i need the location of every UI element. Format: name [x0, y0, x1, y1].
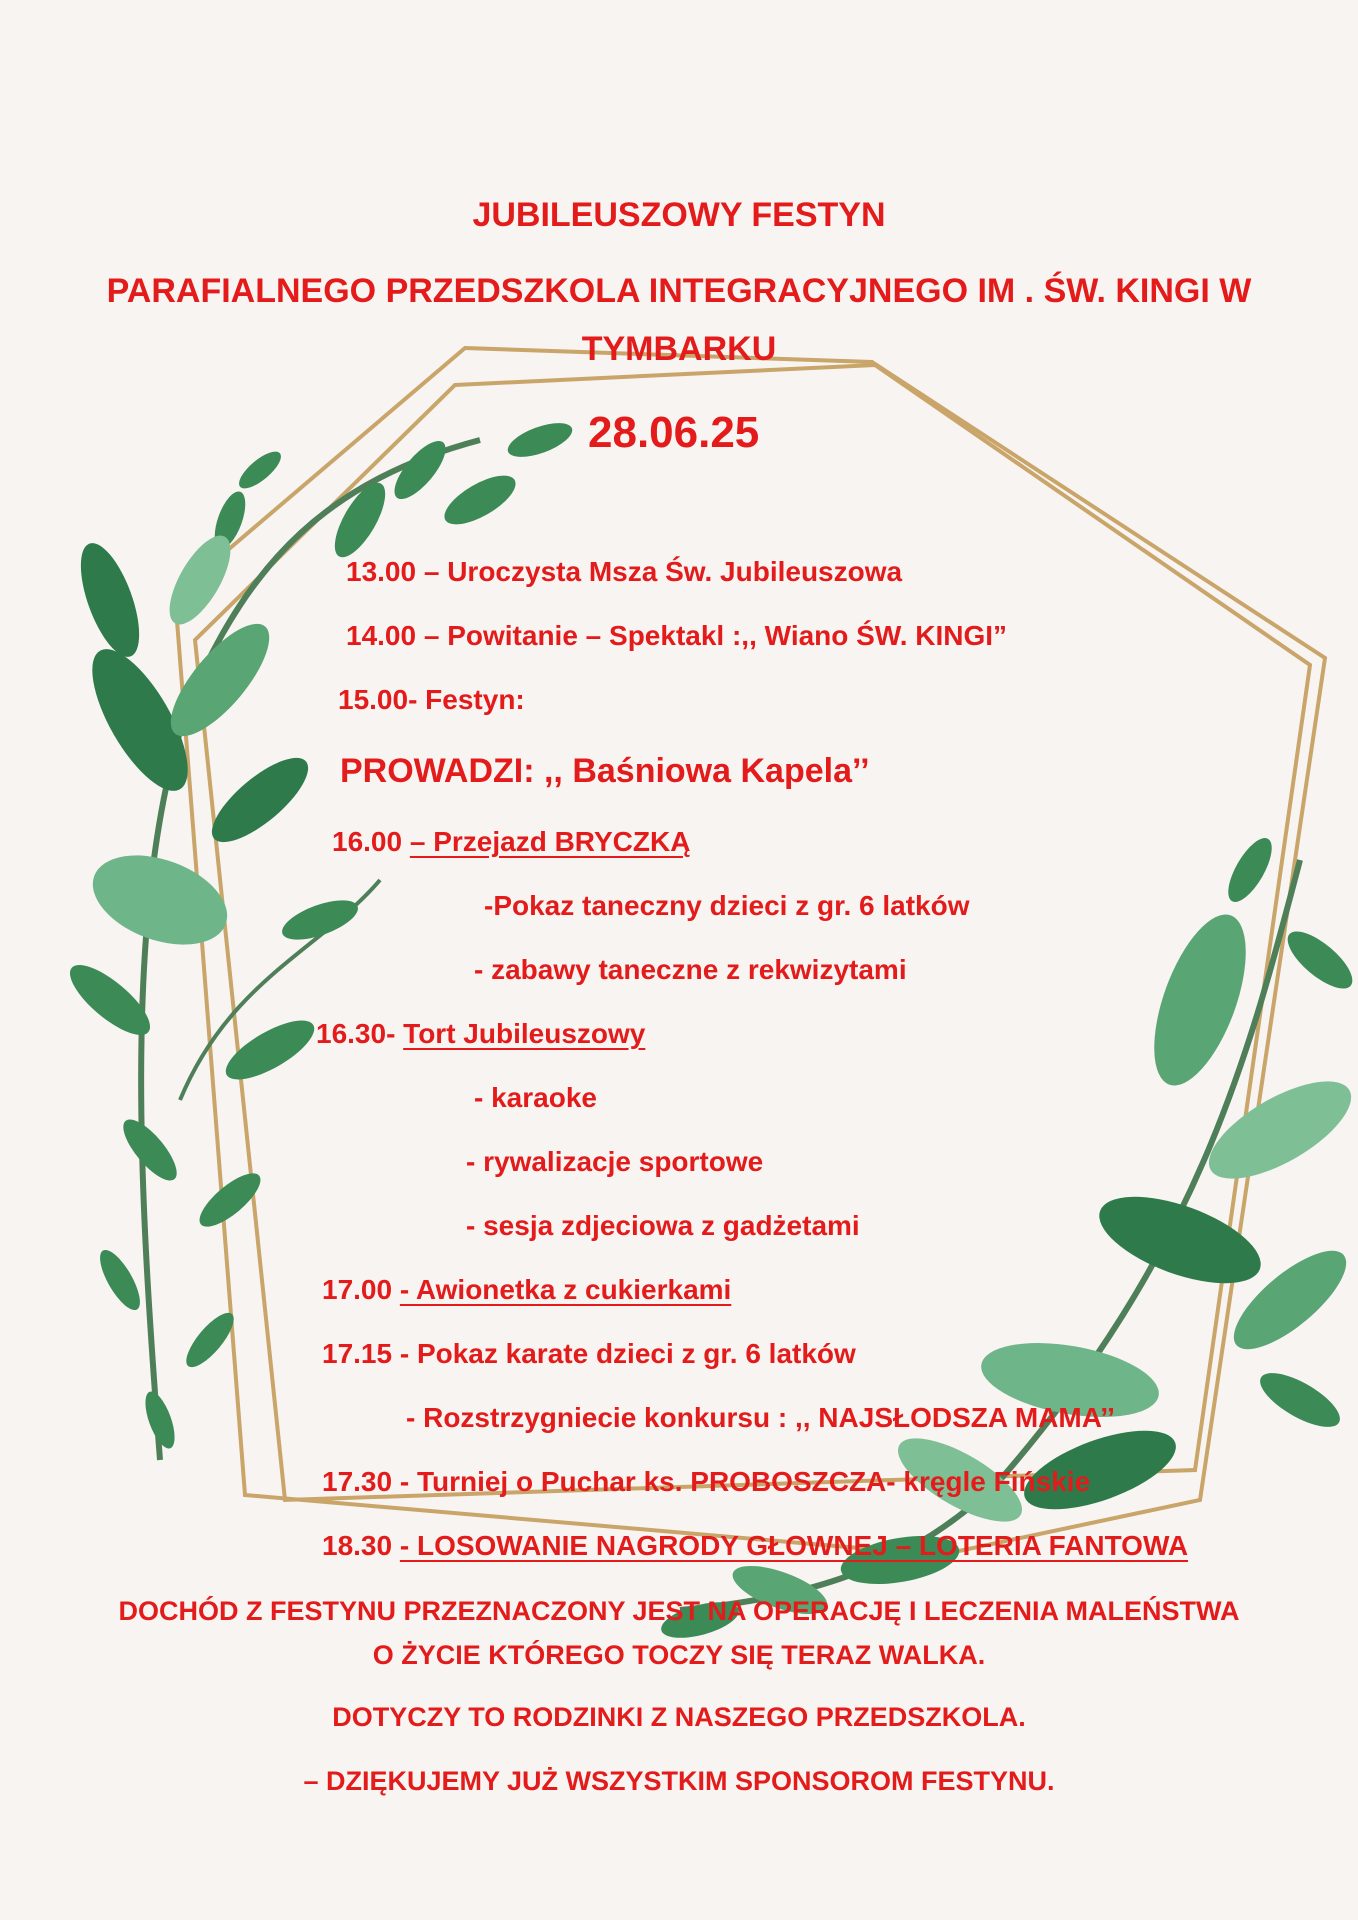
footer-line-3: DOTYCZY TO RODZINKI Z NASZEGO PRZEDSZKOLA.: [332, 1702, 1026, 1732]
program-text: – Uroczysta Msza Św. Jubileuszowa: [416, 556, 903, 587]
program-text: – Przejazd BRYCZKĄ: [409, 826, 691, 857]
program-item-8: [316, 1018, 645, 1050]
title-line-1: JUBILEUSZOWY FESTYN: [472, 196, 886, 234]
eucalyptus-leaves: [60, 416, 1358, 1645]
program-text: Festyn:: [417, 684, 525, 715]
program-item-13: 17.15 - Pokaz karate dzieci z gr. 6 latków: [322, 1338, 856, 1369]
footer-line-2: O ŻYCIE KTÓREGO TOCZY SIĘ TERAZ WALKA.: [372, 1640, 986, 1670]
program-item-3: [338, 684, 525, 716]
footer-line-4: – DZIĘKUJEMY JUŻ WSZYSTKIM SPONSOROM FESTYNU.: [303, 1766, 1055, 1796]
program-text: - LOSOWANIE NAGRODY GŁOWNEJ – LOTERIA FANTOWA: [399, 1530, 1189, 1561]
program-time: 16.30-: [316, 1018, 404, 1049]
program-item-12: [322, 1274, 731, 1306]
title-line-3: TYMBARKU: [581, 330, 777, 368]
program-item-5: [332, 826, 690, 858]
title-line-2: PARAFIALNEGO PRZEDSZKOLA INTEGRACYJNEGO IM . ŚW. KINGI W: [106, 272, 1252, 310]
program-subitem: - Rozstrzygniecie konkursu : ,, NAJSŁODSZA MAMA’’: [406, 1402, 1115, 1433]
program-subitem: -Pokaz taneczny dzieci z gr. 6 latków: [484, 890, 970, 921]
program-item-1: [346, 556, 902, 588]
program-subitem: - karaoke: [474, 1082, 597, 1113]
program-time: 14.00: [346, 620, 417, 651]
program-host: PROWADZI: ,, Baśniowa Kapela’’: [340, 752, 870, 790]
program-item-16: [322, 1530, 1188, 1562]
program-subitem: - sesja zdjeciowa z gadżetami: [466, 1210, 860, 1241]
program-subitem: - zabawy taneczne z rekwizytami: [474, 954, 907, 985]
program-time: 13.00: [346, 556, 417, 587]
program-time: 15.00-: [338, 684, 418, 715]
program-time: 18.30: [322, 1530, 400, 1561]
program-text: – Powitanie – Spektakl :,, Wiano ŚW. KINGI”: [416, 620, 1008, 651]
program-subitem: - rywalizacje sportowe: [466, 1146, 764, 1177]
program-time: 17.00: [322, 1274, 400, 1305]
footer-line-1: DOCHÓD Z FESTYNU PRZEZNACZONY JEST NA OPERACJĘ I LECZENIA MALEŃSTWA: [118, 1596, 1240, 1626]
program-time: 16.00: [332, 826, 410, 857]
program-item-15: 17.30 - Turniej o Puchar ks. PROBOSZCZA- kręgle Fińskie: [322, 1466, 1091, 1497]
program-text: - Awionetka z cukierkami: [399, 1274, 732, 1305]
program-text: Tort Jubileuszowy: [403, 1018, 646, 1049]
event-date: 28.06.25: [588, 408, 760, 457]
program-item-2: [346, 620, 1007, 652]
